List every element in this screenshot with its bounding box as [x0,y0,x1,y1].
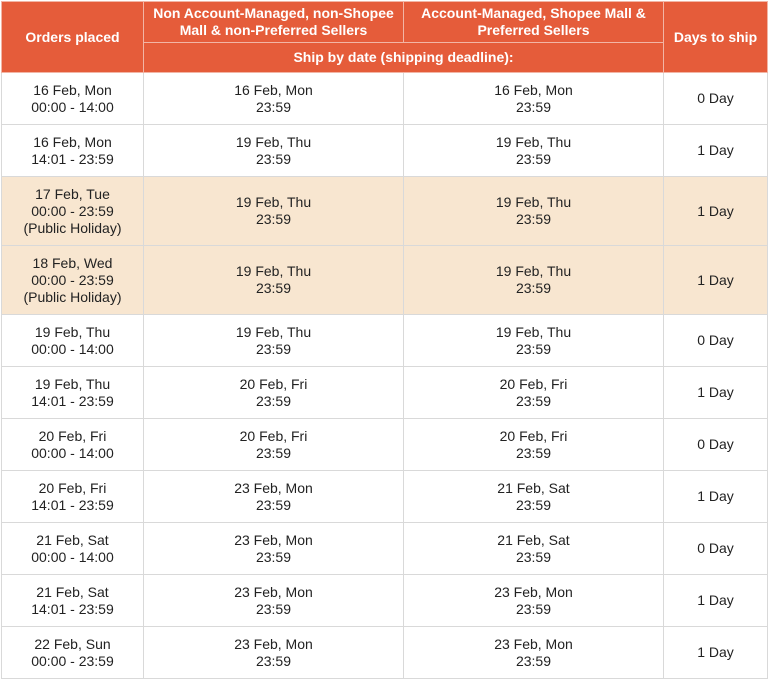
order-date: 17 Feb, Tue [35,185,110,202]
deadline-time: 23:59 [255,392,292,409]
deadline-date: 20 Feb, Fri [239,427,308,444]
non-managed-deadline-cell [144,177,404,246]
managed-deadline-cell [404,575,664,627]
table-row [2,471,768,523]
order-placed-cell [2,523,144,575]
days-to-ship-value: 0 Day [697,540,734,556]
deadline-date: 23 Feb, Mon [494,583,573,600]
managed-deadline-cell [404,627,664,679]
deadline-time: 23:59 [255,548,292,565]
deadline-time: 23:59 [255,98,292,115]
deadline-date: 23 Feb, Mon [494,635,573,652]
order-time-range: 14:01 - 23:59 [31,392,114,409]
header-managed-sellers: Account-Managed, Shopee Mall & Preferred Sellers [404,2,664,43]
days-to-ship-value: 0 Day [697,90,734,106]
deadline-time: 23:59 [515,280,552,296]
deadline-date: 21 Feb, Sat [497,531,570,548]
days-to-ship-value: 1 Day [697,142,734,158]
deadline-date: 21 Feb, Sat [497,479,570,496]
deadline-time: 23:59 [255,280,292,296]
deadline-date: 16 Feb, Mon [494,81,573,98]
table-row [2,367,768,419]
deadline-date: 20 Feb, Fri [239,375,308,392]
days-to-ship-value: 0 Day [697,436,734,452]
days-to-ship-cell [664,367,768,419]
header-ship-by-date: Ship by date (shipping deadline): [144,43,664,73]
deadline-date: 23 Feb, Mon [234,531,313,548]
deadline-time: 23:59 [515,652,552,669]
table-row [2,315,768,367]
deadline-date: 16 Feb, Mon [234,81,313,98]
order-placed-cell [2,367,144,419]
order-placed-cell [2,73,144,125]
days-to-ship-cell [664,523,768,575]
order-time-range: 14:01 - 23:59 [31,496,114,513]
public-holiday-note: (Public Holiday) [23,219,122,236]
non-managed-deadline-cell [144,73,404,125]
order-placed-cell [2,177,144,246]
managed-deadline-cell [404,315,664,367]
days-to-ship-cell [664,575,768,627]
days-to-ship-value: 1 Day [697,271,734,288]
non-managed-deadline-cell [144,523,404,575]
days-to-ship-cell [664,246,768,315]
table-row [2,419,768,471]
order-date: 21 Feb, Sat [36,583,109,600]
deadline-date: 19 Feb, Thu [235,194,312,210]
days-to-ship-value: 1 Day [697,202,734,219]
shipping-schedule-table [1,1,768,679]
non-managed-deadline-cell [144,125,404,177]
table-row [2,246,768,315]
deadline-time: 23:59 [515,548,552,565]
managed-deadline-cell [404,419,664,471]
order-time-range: 00:00 - 23:59 [31,271,114,288]
table-row [2,575,768,627]
deadline-date: 19 Feb, Thu [495,323,572,340]
deadline-time: 23:59 [255,150,292,167]
deadline-date: 19 Feb, Thu [235,323,312,340]
deadline-time: 23:59 [515,340,552,357]
managed-deadline-cell [404,471,664,523]
deadline-date: 19 Feb, Thu [495,194,572,210]
order-placed-cell [2,471,144,523]
order-time-range: 00:00 - 23:59 [31,652,114,669]
order-placed-cell [2,246,144,315]
order-date: 19 Feb, Thu [34,323,111,340]
non-managed-deadline-cell [144,627,404,679]
days-to-ship-cell [664,315,768,367]
deadline-date: 23 Feb, Mon [234,479,313,496]
non-managed-deadline-cell [144,315,404,367]
order-date: 18 Feb, Wed [32,254,113,271]
header-non-managed-sellers: Non Account-Managed, non-Shopee Mall & non-Preferred Sellers [144,2,404,43]
non-managed-deadline-cell [144,367,404,419]
order-date: 21 Feb, Sat [36,531,109,548]
table-row [2,125,768,177]
order-placed-cell [2,315,144,367]
deadline-date: 19 Feb, Thu [235,263,312,279]
deadline-time: 23:59 [515,392,552,409]
non-managed-deadline-cell [144,471,404,523]
days-to-ship-value: 1 Day [697,488,734,504]
schedule-rows [2,73,768,679]
deadline-time: 23:59 [255,340,292,357]
table-row [2,523,768,575]
order-date: 16 Feb, Mon [33,81,112,98]
order-placed-cell [2,125,144,177]
table-row [2,73,768,125]
order-date: 20 Feb, Fri [38,479,107,496]
order-date: 16 Feb, Mon [33,133,112,150]
managed-deadline-cell [404,367,664,419]
public-holiday-note: (Public Holiday) [23,288,122,305]
order-time-range: 00:00 - 14:00 [31,444,114,461]
deadline-date: 20 Feb, Fri [499,427,568,444]
deadline-time: 23:59 [515,600,552,617]
order-placed-cell [2,627,144,679]
deadline-date: 19 Feb, Thu [495,263,572,279]
days-to-ship-value: 1 Day [697,644,734,660]
order-time-range: 14:01 - 23:59 [31,150,114,167]
deadline-date: 20 Feb, Fri [499,375,568,392]
days-to-ship-value: 0 Day [697,332,734,348]
days-to-ship-cell [664,73,768,125]
non-managed-deadline-cell [144,246,404,315]
deadline-time: 23:59 [255,652,292,669]
order-time-range: 00:00 - 23:59 [31,202,114,219]
header-days-to-ship: Days to ship [664,2,768,73]
days-to-ship-cell [664,627,768,679]
order-placed-cell [2,575,144,627]
order-time-range: 00:00 - 14:00 [31,548,114,565]
deadline-time: 23:59 [515,150,552,167]
deadline-time: 23:59 [515,98,552,115]
managed-deadline-cell [404,125,664,177]
deadline-date: 19 Feb, Thu [495,133,572,150]
managed-deadline-cell [404,177,664,246]
managed-deadline-cell [404,73,664,125]
deadline-time: 23:59 [515,211,552,227]
days-to-ship-value: 1 Day [697,592,734,608]
order-date: 20 Feb, Fri [38,427,107,444]
header-orders-placed: Orders placed [2,2,144,73]
deadline-time: 23:59 [255,496,292,513]
order-time-range: 00:00 - 14:00 [31,98,114,115]
deadline-date: 19 Feb, Thu [235,133,312,150]
deadline-time: 23:59 [255,444,292,461]
managed-deadline-cell [404,246,664,315]
order-placed-cell [2,419,144,471]
deadline-time: 23:59 [515,496,552,513]
table-row [2,177,768,246]
deadline-time: 23:59 [515,444,552,461]
days-to-ship-cell [664,177,768,246]
days-to-ship-cell [664,471,768,523]
managed-deadline-cell [404,523,664,575]
table-row [2,627,768,679]
non-managed-deadline-cell [144,419,404,471]
deadline-date: 23 Feb, Mon [234,583,313,600]
deadline-time: 23:59 [255,211,292,227]
days-to-ship-cell [664,125,768,177]
order-date: 19 Feb, Thu [34,375,111,392]
order-time-range: 14:01 - 23:59 [31,600,114,617]
deadline-date: 23 Feb, Mon [234,635,313,652]
deadline-time: 23:59 [255,600,292,617]
days-to-ship-value: 1 Day [697,384,734,400]
order-date: 22 Feb, Sun [34,635,111,652]
non-managed-deadline-cell [144,575,404,627]
days-to-ship-cell [664,419,768,471]
order-time-range: 00:00 - 14:00 [31,340,114,357]
